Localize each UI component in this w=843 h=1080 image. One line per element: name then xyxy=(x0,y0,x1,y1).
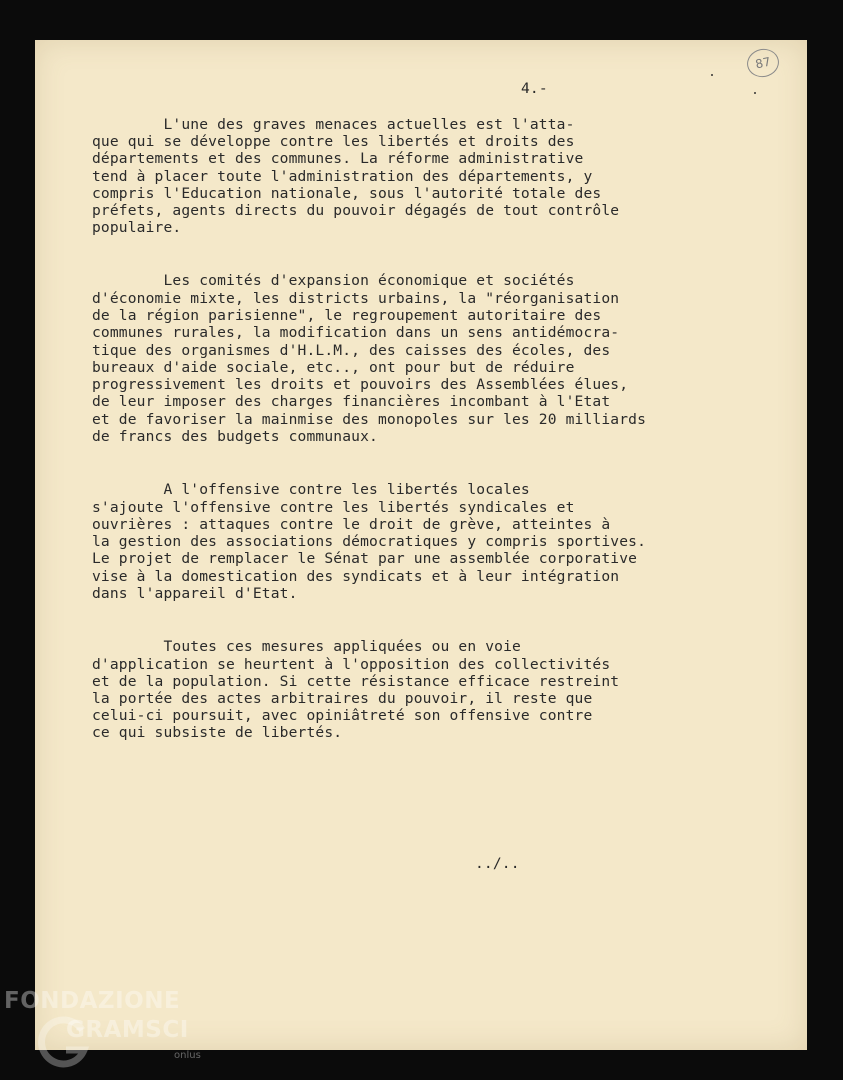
text-line: communes rurales, la modification dans un sens antidémocra- xyxy=(92,324,620,342)
body-text xyxy=(92,116,732,777)
text-line: la portée des actes arbitraires du pouvoir, il reste que xyxy=(92,689,593,707)
text-line: et de la population. Si cette résistance efficace restreint xyxy=(92,672,620,690)
text-line: L'une des graves menaces actuelles est l'atta- xyxy=(92,116,575,133)
text-line: que qui se développe contre les libertés et droits des xyxy=(92,133,575,151)
text-line: et de favoriser la mainmise des monopoles sur les 20 milliards xyxy=(92,410,647,428)
watermark-line-2: GRAMSCI xyxy=(66,1017,189,1043)
text-line: compris l'Education nationale, sous l'autorité totale des xyxy=(92,184,602,202)
text-line: progressivement les droits et pouvoirs des Assemblées élues, xyxy=(92,376,629,394)
text-line: tend à placer toute l'administration des départements, y xyxy=(92,167,593,185)
text-line: Toutes ces mesures appliquées ou en voie xyxy=(92,638,521,656)
text-line: préfets, agents directs du pouvoir dégagés de tout contrôle xyxy=(92,201,620,219)
paragraph xyxy=(92,481,732,602)
text-line: d'économie mixte, les districts urbains, la "réorganisation xyxy=(92,289,620,307)
paragraph xyxy=(92,116,732,236)
paper-speck xyxy=(754,92,756,94)
text-line: tique des organismes d'H.L.M., des caisses des écoles, des xyxy=(92,341,611,359)
text-line: de francs des budgets communaux. xyxy=(92,427,378,445)
paper-speck xyxy=(711,74,713,76)
typewritten-page xyxy=(35,40,807,1050)
text-line: de leur imposer des charges financières incombant à l'Etat xyxy=(92,393,611,411)
text-line: ce qui subsiste de libertés. xyxy=(92,724,343,742)
text-line: celui-ci poursuit, avec opiniâtreté son offensive contre xyxy=(92,707,593,725)
archive-stamp-number: 87 xyxy=(744,46,781,80)
text-line: la gestion des associations démocratiques y compris sportives. xyxy=(92,533,647,551)
text-line: ouvrières : attaques contre le droit de grève, atteintes à xyxy=(92,515,611,533)
text-line: de la région parisienne", le regroupement autoritaire des xyxy=(92,306,602,324)
text-line: A l'offensive contre les libertés locales xyxy=(92,481,530,499)
page-number: 4.- xyxy=(521,80,548,97)
text-line: d'application se heurtent à l'opposition des collectivités xyxy=(92,655,611,673)
text-line: Le projet de remplacer le Sénat par une assemblée corporative xyxy=(92,550,638,568)
text-line: populaire. xyxy=(92,219,182,237)
text-line: départements et des communes. La réforme administrative xyxy=(92,150,584,168)
text-line: vise à la domestication des syndicats et à leur intégration xyxy=(92,567,620,585)
continuation-mark: ../.. xyxy=(475,855,520,872)
text-line: s'ajoute l'offensive contre les libertés syndicales et xyxy=(92,498,575,516)
watermark-line-1: FONDAZIONE xyxy=(4,988,181,1014)
paragraph xyxy=(92,638,732,741)
text-line: Les comités d'expansion économique et sociétés xyxy=(92,272,575,290)
paragraph xyxy=(92,272,732,445)
text-line: dans l'appareil d'Etat. xyxy=(92,585,298,603)
archive-watermark xyxy=(4,988,224,1078)
watermark-line-3: onlus xyxy=(174,1050,201,1061)
text-line: bureaux d'aide sociale, etc.., ont pour but de réduire xyxy=(92,358,575,376)
